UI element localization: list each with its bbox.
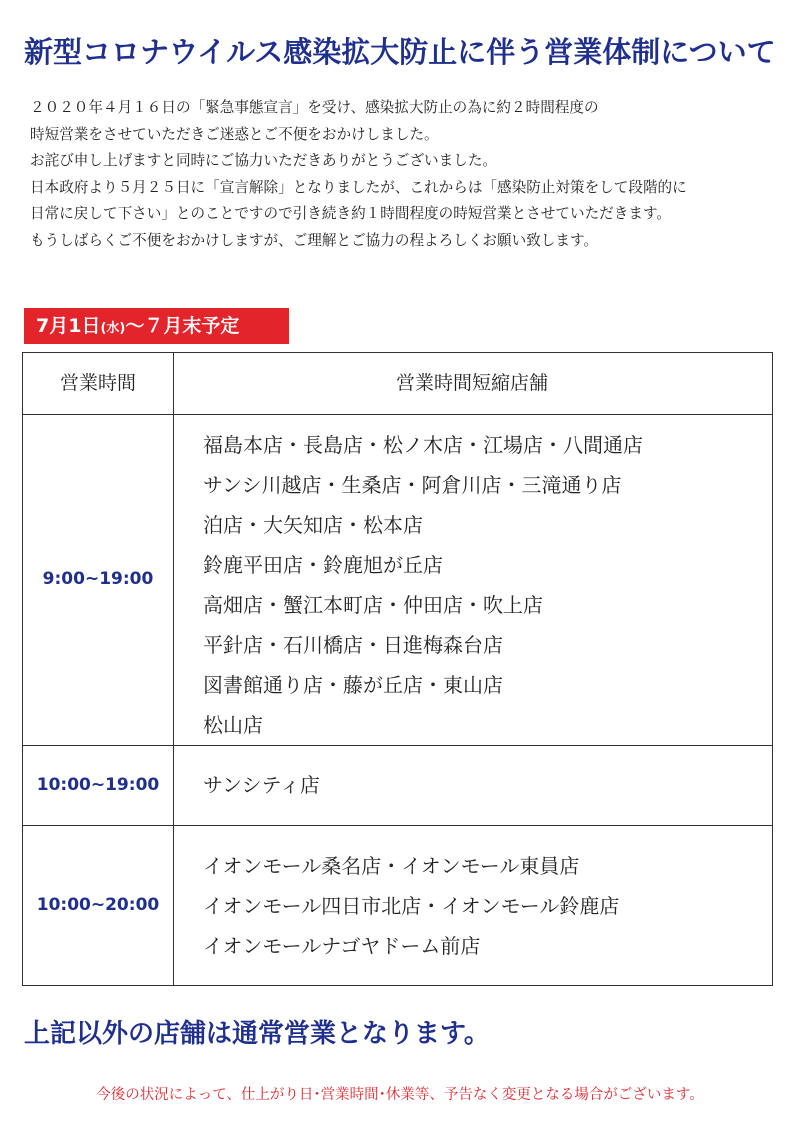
store-line: 福島本店・長島店・松ノ木店・江場店・八間通店 xyxy=(203,433,643,457)
table-row xyxy=(23,826,772,984)
store-line: 平針店・石川橋店・日進梅森台店 xyxy=(203,633,503,657)
intro-line: もうしばらくご不便をおかけしますが、ご理解とご協力の程よろしくお願い致します。 xyxy=(30,231,598,249)
footer-disclaimer: 今後の状況によって、仕上がり日･営業時間･休業等、予告なく変更となる場合がございます。 xyxy=(96,1087,704,1103)
row-hours: 10:00~20:00 xyxy=(36,895,160,915)
intro-paragraph xyxy=(30,95,790,254)
store-line: サンシ川越店・生桑店・阿倉川店・三滝通り店 xyxy=(203,473,622,497)
intro-line: 日常に戻して下さい」とのことですので引き続き約１時間程度の時短営業とさせていただきます。 xyxy=(30,205,671,222)
store-list xyxy=(203,846,619,966)
period-banner xyxy=(24,308,289,344)
store-list xyxy=(203,425,643,745)
store-line: イオンモール桑名店・イオンモール東員店 xyxy=(203,854,580,878)
period-weekday: (水) xyxy=(100,321,126,336)
store-line: イオンモールナゴヤドーム前店 xyxy=(203,934,481,958)
row-hours: 10:00~19:00 xyxy=(36,775,160,795)
store-line: サンシティ店 xyxy=(203,773,320,797)
row-hours: 9:00~19:00 xyxy=(42,569,154,589)
store-list xyxy=(203,765,320,805)
footer-notice: 上記以外の店舗は通常営業となります。 xyxy=(24,1019,490,1049)
hours-table xyxy=(22,352,773,986)
store-line: イオンモール四日市北店・イオンモール鈴鹿店 xyxy=(203,894,620,918)
table-header xyxy=(23,353,772,415)
intro-line: お詫び申し上げますと同時にご協力いただきありがとうございました。 xyxy=(30,152,498,169)
store-line: 泊店・大矢知店・松本店 xyxy=(203,513,423,537)
page-title: 新型コロナウイルス感染拡大防止に伴う営業体制について xyxy=(24,35,776,69)
intro-line: ２０２０年４月１６日の「緊急事態宣言」を受け、感染拡大防止の為に約２時間程度の xyxy=(30,99,599,116)
table-row xyxy=(23,746,772,826)
store-line: 高畑店・蟹江本町店・仲田店・吹上店 xyxy=(203,593,543,617)
store-line: 図書館通り店・藤が丘店・東山店 xyxy=(203,673,503,697)
intro-line: 時短営業をさせていただきご迷惑とご不便をおかけしました。 xyxy=(30,125,439,143)
header-hours: 営業時間 xyxy=(59,372,136,394)
period-rest: ～７月末予定 xyxy=(125,315,240,337)
table-row xyxy=(23,415,772,746)
store-line: 松山店 xyxy=(203,713,263,737)
intro-line: 日本政府より５月２５日に「宣言解除」となりましたが、これからは「感染防止対策をして段階的に xyxy=(30,178,687,196)
header-stores: 営業時間短縮店舗 xyxy=(395,372,548,394)
period-date: 7月1日 xyxy=(36,315,101,337)
store-line: 鈴鹿平田店・鈴鹿旭が丘店 xyxy=(203,553,443,577)
